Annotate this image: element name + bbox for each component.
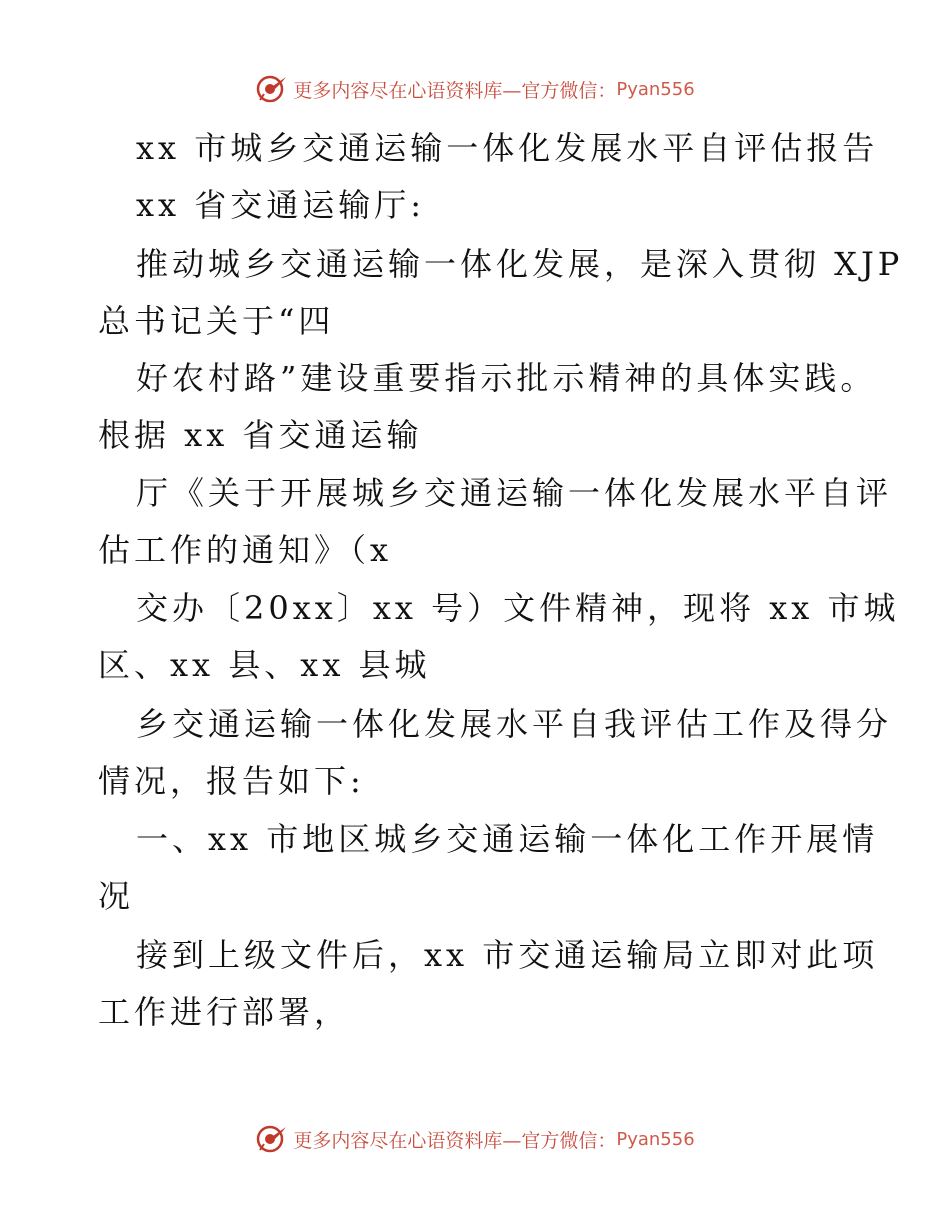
quill-pen-logo-icon [255,1124,289,1154]
body-line: 工作进行部署， [98,993,351,1031]
body-line: 交办〔20xx〕xx 号）文件精神，现将 xx 市城 [136,589,900,627]
addressee-line: xx 省交通运输厅: [136,186,426,224]
body-line: 接到上级文件后，xx 市交通运输局立即对此项 [136,936,879,974]
body-line: 情况，报告如下: [98,762,365,800]
quill-pen-logo-icon [255,74,289,104]
body-line: 厅《关于开展城乡交通运输一体化发展水平自评 [136,474,893,512]
body-line: 总书记关于“四 [98,302,335,340]
document-title: xx 市城乡交通运输一体化发展水平自评估报告 [136,129,879,167]
watermark-text: 更多内容尽在心语资料库—官方微信： [293,1129,617,1152]
body-line: 推动城乡交通运输一体化发展，是深入贯彻 XJP [136,245,904,283]
header-watermark [0,74,950,104]
watermark-text: 更多内容尽在心语资料库—官方微信： [293,79,617,102]
body-line: 乡交通运输一体化发展水平自我评估工作及得分 [136,705,893,743]
body-line: 估工作的通知》（x [98,531,393,569]
section-heading-continued: 况 [98,877,135,915]
footer-watermark [0,1124,950,1154]
watermark-account: Pyan556 [616,1128,695,1150]
watermark-account: Pyan556 [616,78,695,100]
body-line: 区、xx 县、xx 县城 [98,646,431,684]
body-line: 根据 xx 省交通运输 [98,416,423,454]
body-line: 好农村路”建设重要指示批示精神的具体实践。 [136,359,877,397]
section-heading: 一、xx 市地区城乡交通运输一体化工作开展情 [136,820,879,858]
